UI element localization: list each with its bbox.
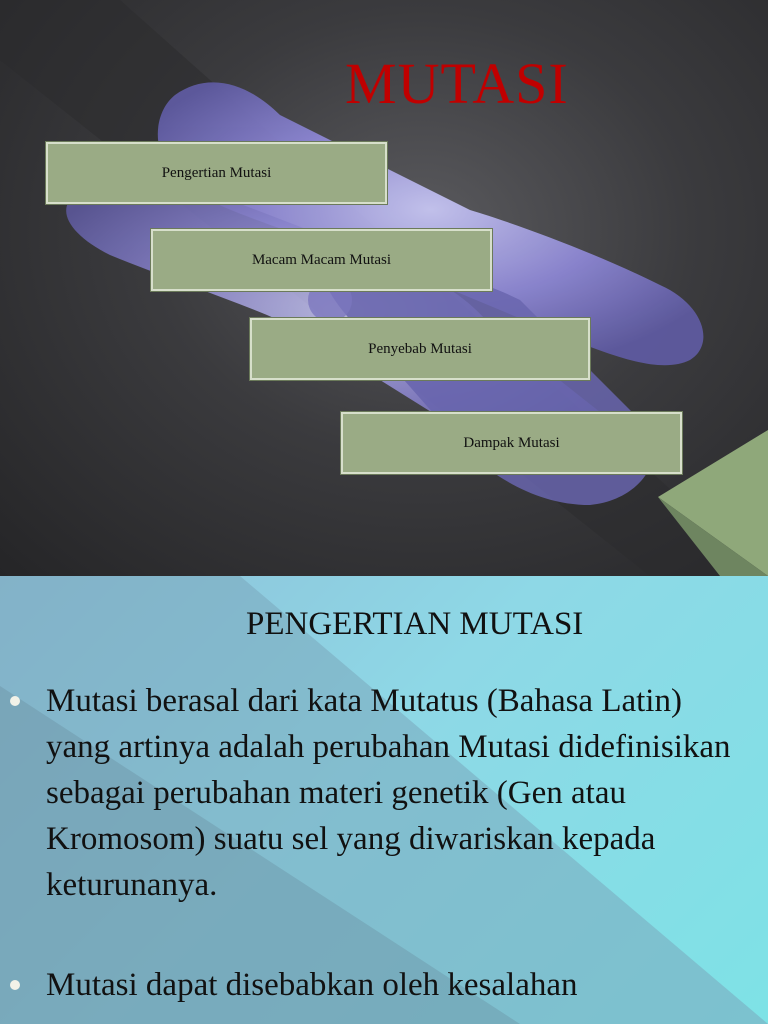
slide-pengertian-mutasi bbox=[0, 576, 768, 1024]
menu-button-label: Pengertian Mutasi bbox=[161, 164, 272, 181]
menu-button-label: Macam Macam Mutasi bbox=[251, 251, 392, 268]
menu-button-macam-macam-mutasi[interactable] bbox=[151, 229, 492, 291]
bullet-icon bbox=[10, 696, 20, 706]
menu-button-label: Penyebab Mutasi bbox=[368, 340, 472, 357]
menu-button-label: Dampak Mutasi bbox=[463, 434, 560, 451]
bullet-icon bbox=[10, 980, 20, 990]
bullet-text: Mutasi dapat disebabkan oleh kesalahan bbox=[46, 967, 578, 1003]
section-title: PENGERTIAN MUTASI bbox=[246, 606, 584, 642]
slide-title: MUTASI bbox=[345, 51, 569, 116]
menu-button-pengertian-mutasi[interactable] bbox=[46, 142, 387, 204]
bullet-text: Mutasi berasal dari kata Mutatus (Bahasa Latin) yang artinya adalah perubahan Mutasi didefinisikan sebagai perubahan materi genetik (Gen atau Kromosom) suatu sel yang diwariskan kepada keturunanya. bbox=[46, 683, 731, 903]
menu-button-penyebab-mutasi[interactable] bbox=[250, 318, 590, 380]
menu-button-dampak-mutasi[interactable] bbox=[341, 412, 682, 474]
